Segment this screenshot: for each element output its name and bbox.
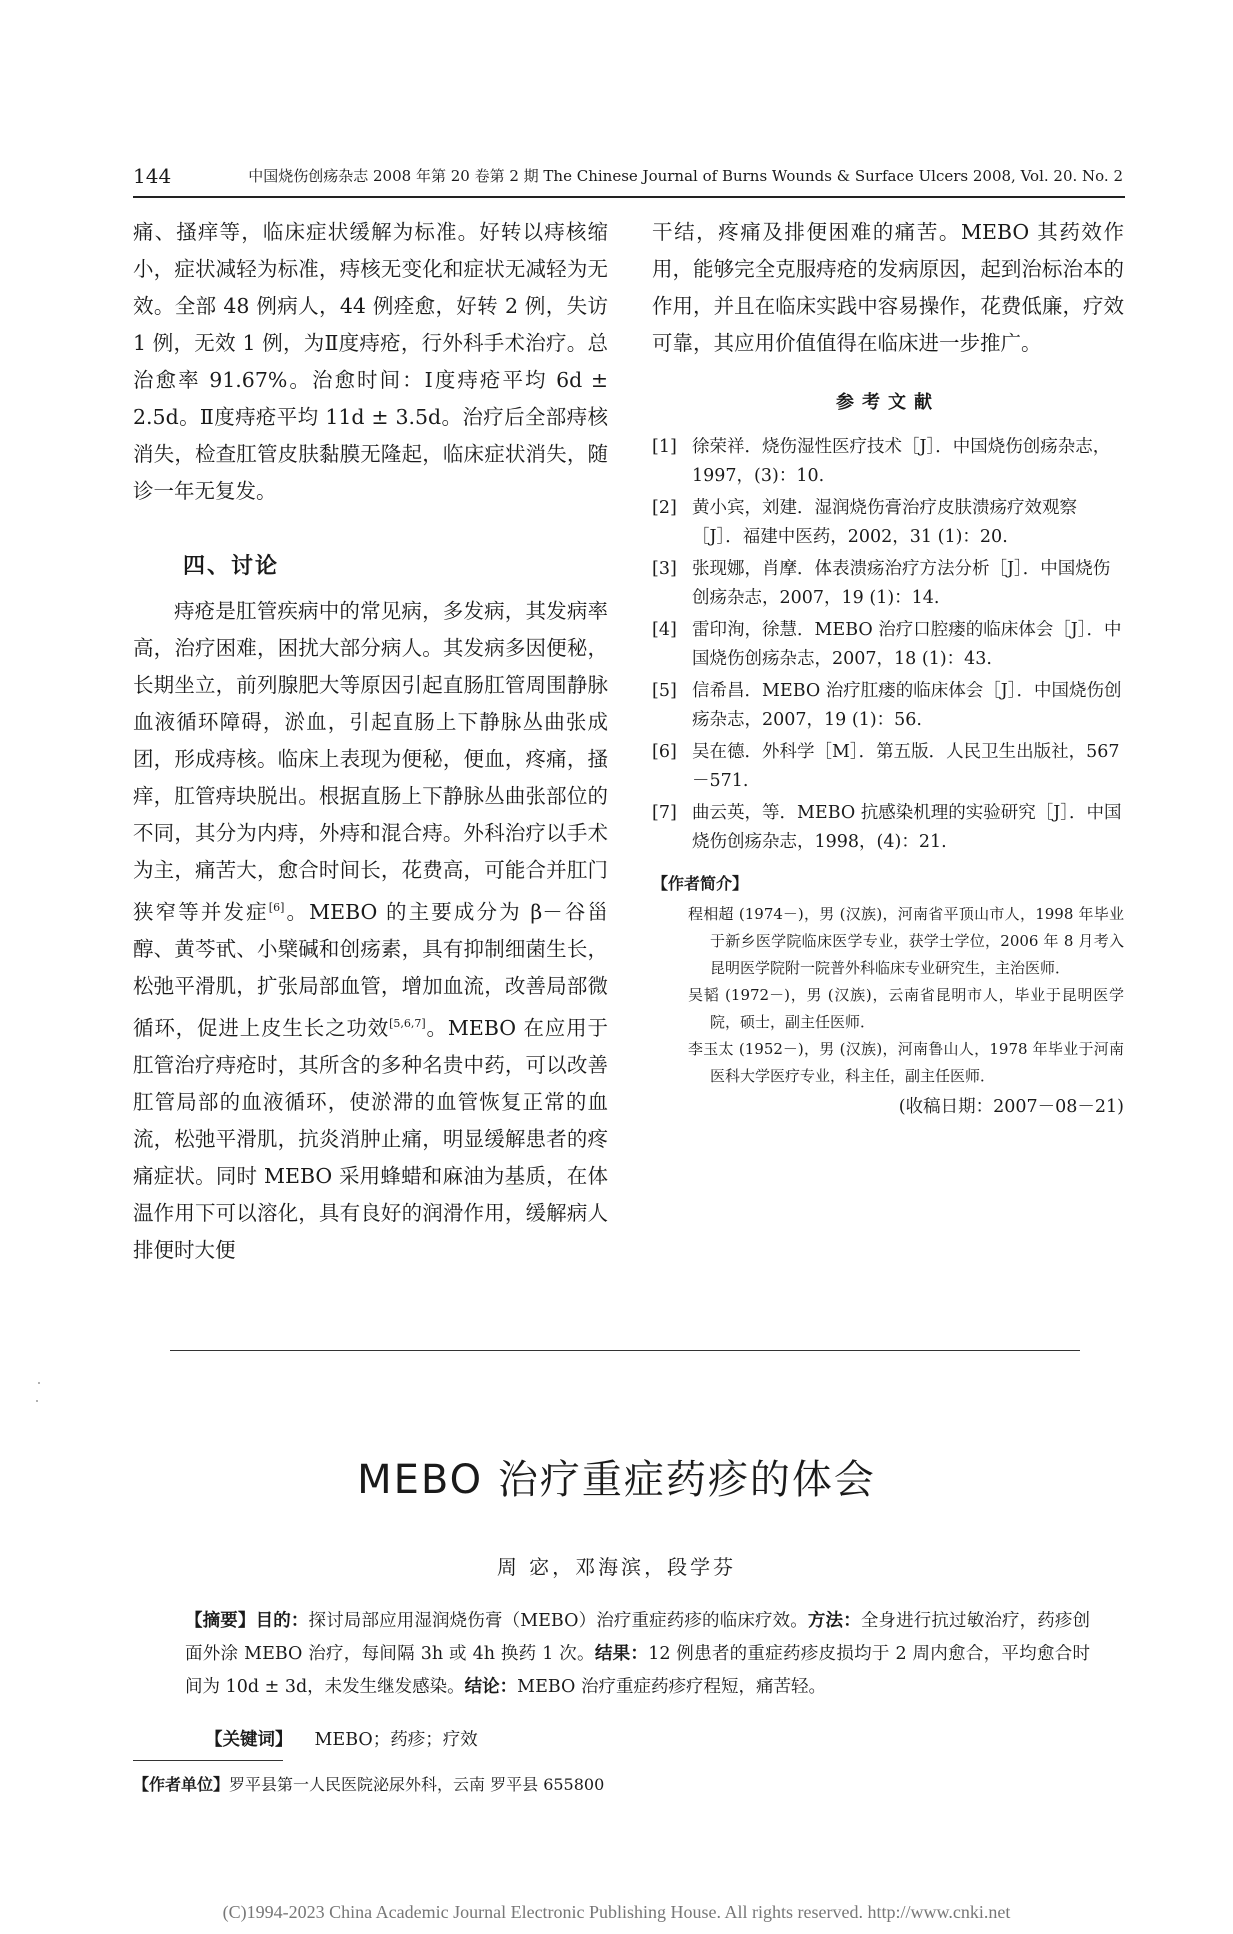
header-rule <box>133 196 1125 198</box>
right-column <box>652 214 1124 1122</box>
purpose-text: 探讨局部应用湿润烧伤膏（MEBO）治疗重症药疹的临床疗效。 <box>308 1611 808 1631</box>
keywords <box>205 1725 478 1755</box>
reference-item: [6] 吴在德．外科学［M］．第五版．人民卫生出版社，567－571. <box>652 742 1120 791</box>
article-authors: 周 宓，邓海滨，段学芬 <box>496 1555 737 1579</box>
left-column <box>133 214 608 1269</box>
reference-item: [4] 雷印洵，徐慧．MEBO 治疗口腔瘘的临床体会［J］．中国烧伤创疡杂志，2007，18 (1)：43. <box>652 620 1122 669</box>
reference-list <box>652 433 1124 857</box>
abstract-label: 【摘要】 <box>185 1611 256 1631</box>
author-bio: 李玉太 (1952－)，男 (汉族)，河南鲁山人，1978 年毕业于河南医科大学医疗专业，科主任，副主任医师． <box>688 1040 1124 1085</box>
affiliation-text: 罗平县第一人民医院泌尿外科，云南 罗平县 655800 <box>229 1775 605 1794</box>
reference-item: [7] 曲云英，等．MEBO 抗感染机理的实验研究［J］．中国烧伤创疡杂志，1998，(4)：21. <box>652 803 1122 852</box>
abstract <box>185 1605 1090 1704</box>
affiliation <box>133 1772 604 1798</box>
result-text: 12 例患者的重症药疹皮损均于 2 周内愈合，平均愈合时间为 10d ± 3d，未发生继发感染。 <box>185 1644 1091 1697</box>
page-number: 144 <box>133 164 172 188</box>
reference-item: [2] 黄小宾，刘建．湿润烧伤膏治疗皮肤溃疡疗效观察［J］．福建中医药，2002，31 (1)：20. <box>652 498 1077 547</box>
reference-item: [1] 徐荣祥．烧伤湿性医疗技术［J］．中国烧伤创疡杂志，1997，(3)：10. <box>652 437 1111 486</box>
reference-item: [3] 张现娜，肖摩．体表溃疡治疗方法分析［J］．中国烧伤创疡杂志，2007，19 (1)：14. <box>652 559 1111 608</box>
author-bio: 程相超 (1974－)，男 (汉族)，河南省平顶山市人，1998 年毕业于新乡医学院临床医学专业，获学士学位，2006 年 8 月考入昆明医学院附一院普外科临床专业研究生，主治医师． <box>688 905 1124 977</box>
results-paragraph: 痛、搔痒等，临床症状缓解为标准。好转以痔核缩小，症状减轻为标准，痔核无变化和症状无减轻为无效。全部 48 例病人，44 例痊愈，好转 2 例，失访 1 例，无效 1 例，为Ⅱ度痔疮，行外科手术治疗。总治愈率 91.67%。治愈时间：Ⅰ度痔疮平均 6d ± 2.5d。Ⅱ度痔疮平均 11d ± 3.5d。治疗后全部痔核消失，检查肛管皮肤黏膜无隆起，临床症状消失，随诊一年无复发。 <box>133 220 608 503</box>
affiliation-label: 【作者单位】 <box>133 1775 230 1794</box>
conclusion-paragraph: 干结，疼痛及排便困难的痛苦。MEBO 其药效作用，能够完全克服痔疮的发病原因，起到治标治本的作用，并且在临床实践中容易操作，花费低廉，疗效可靠，其应用价值值得在临床进一步推广。 <box>652 220 1124 355</box>
scan-speck <box>36 1400 38 1402</box>
keywords-label: 【关键词】 <box>205 1730 293 1750</box>
received-date: (收稿日期：2007－08－21) <box>898 1097 1124 1117</box>
author-intro-title: 【作者简介】 <box>652 874 749 893</box>
references-title: 参考文献 <box>836 392 940 413</box>
method-text: 全身进行抗过敏治疗，药疹创面外涂 MEBO 治疗，每间隔 3h 或 4h 换药 1 次。 <box>185 1611 1091 1664</box>
method-label: 方法： <box>807 1611 861 1631</box>
running-header <box>133 164 1123 188</box>
footnote-rule <box>133 1760 283 1761</box>
conclusion-text: MEBO 治疗重症药疹疗程短，痛苦轻。 <box>517 1677 826 1697</box>
article-divider <box>170 1350 1080 1351</box>
reference-item: [5] 信希昌．MEBO 治疗肛瘘的临床体会［J］．中国烧伤创疡杂志，2007，19 (1)：56. <box>652 681 1122 730</box>
copyright-footer: (C)1994-2023 China Academic Journal Electronic Publishing House. All rights reserved. http://www.cnki.net <box>222 1902 1011 1922</box>
purpose-label: 目的： <box>255 1611 309 1631</box>
journal-info: 中国烧伤创疡杂志 2008 年第 20 卷第 2 期 The Chinese Journal of Burns Wounds & Surface Ulcers 2008, Vol. 20. No. 2 <box>248 167 1123 185</box>
result-label: 结果： <box>594 1644 649 1664</box>
citation: [6] <box>268 901 285 914</box>
discussion-paragraph: 痔疮是肛管疾病中的常见病，多发病，其发病率高，治疗困难，困扰大部分病人。其发病多因便秘，长期坐立，前列腺肥大等原因引起直肠肛管周围静脉血液循环障碍，淤血，引起直肠上下静脉丛曲张成团，形成痔核。临床上表现为便秘，便血，疼痛，搔痒，肛管痔块脱出。根据直肠上下静脉丛曲张部位的不同，其分为内痔，外痔和混合痔。外科治疗以手术为主，痛苦大，愈合时间长，花费高，可能合并肛门狭窄等并发症[6]。MEBO 的主要成分为 β－谷甾醇、黄芩甙、小檗碱和创疡素，具有抑制细菌生长，松弛平滑肌，扩张局部血管，增加血流，改善局部微循环，促进上皮生长之功效[5,6,7]。MEBO 在应用于肛管治疗痔疮时，其所含的多种名贵中药，可以改善肛管局部的血液循环，使淤滞的血管恢复正常的血流，松弛平滑肌，抗炎消肿止痛，明显缓解患者的疼痛症状。同时 MEBO 采用蜂蜡和麻油为基质，在体温作用下可以溶化，具有良好的润滑作用，缓解病人排便时大便 <box>133 599 609 1262</box>
keywords-text: MEBO；药疹；疗效 <box>314 1730 478 1750</box>
section-heading-discussion: 四、讨论 <box>183 554 280 579</box>
author-bio: 吴韬 (1972－)，男 (汉族)，云南省昆明市人，毕业于昆明医学院，硕士，副主任医师． <box>688 986 1124 1031</box>
conclusion-label: 结论： <box>464 1677 518 1697</box>
citation: [5,6,7] <box>389 1016 426 1030</box>
author-intro-list <box>652 901 1124 1090</box>
article-title: MEBO 治疗重症药疹的体会 <box>357 1457 876 1503</box>
scan-speck <box>38 1382 40 1384</box>
